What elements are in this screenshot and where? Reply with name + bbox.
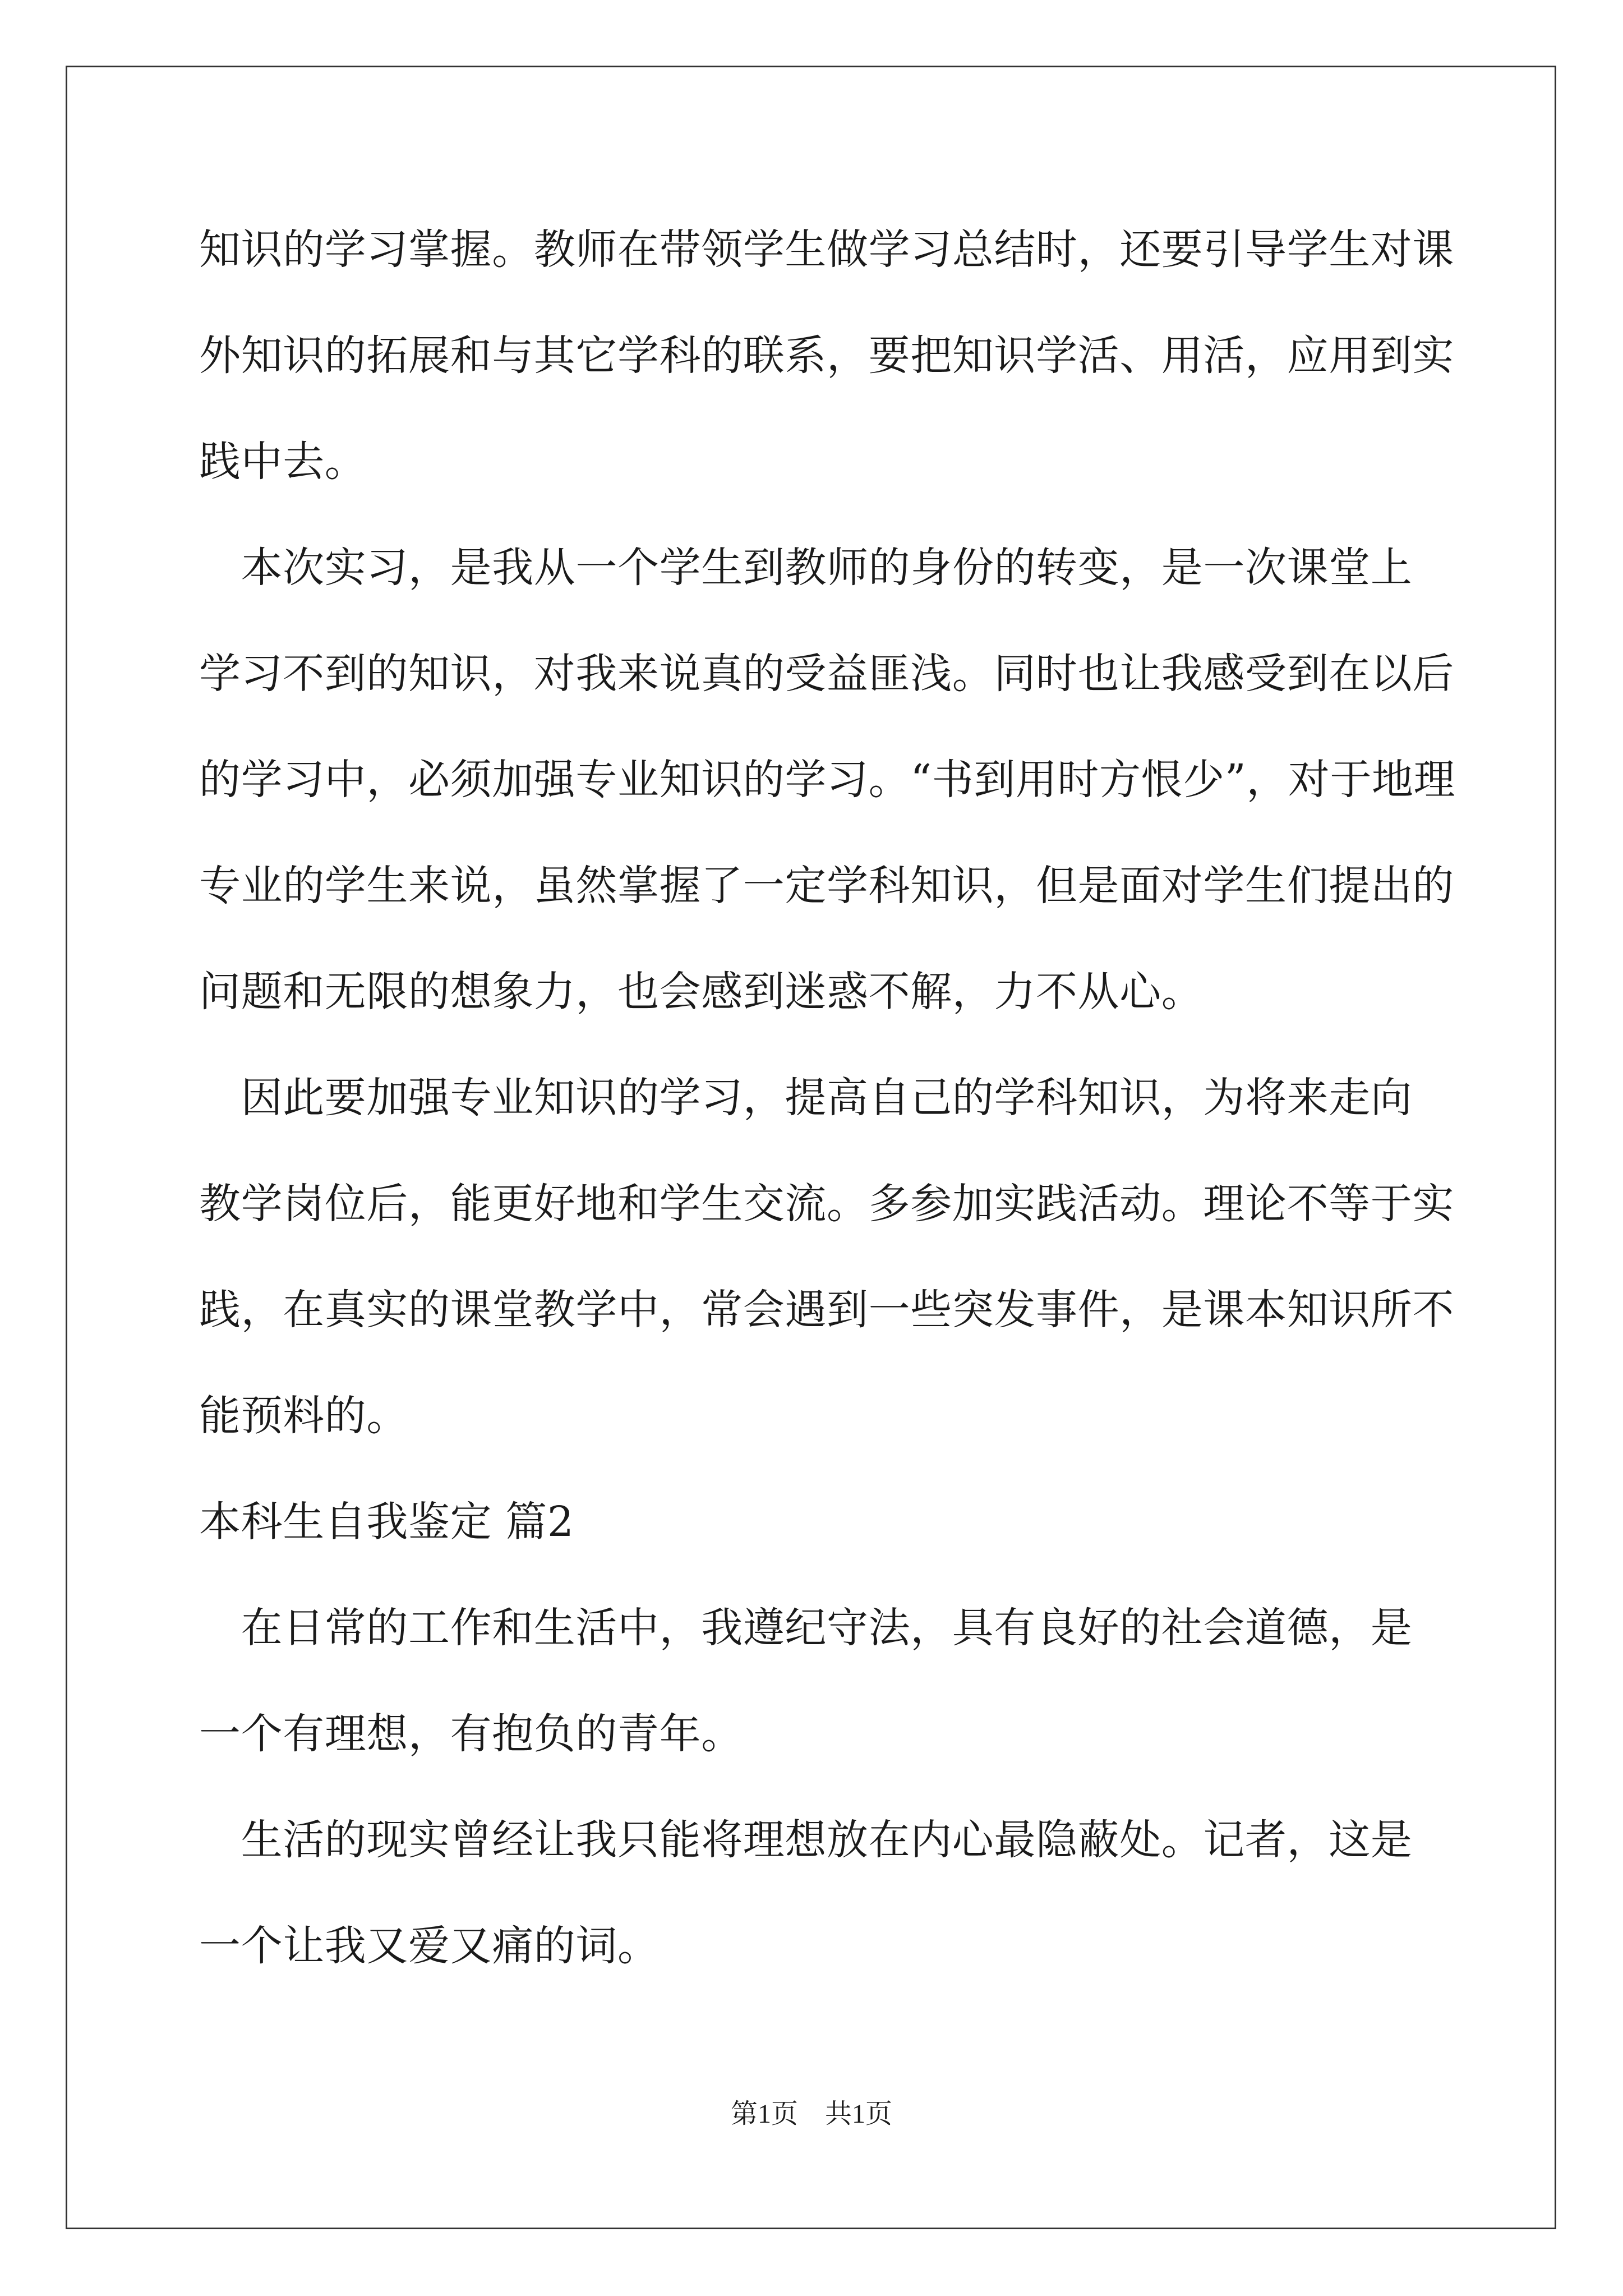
body-text-line: 践中去。: [199, 438, 367, 486]
body-text-line: 外知识的拓展和与其它学科的联系，要把知识学活、用活，应用到实: [199, 332, 1454, 380]
body-text-line: 能预料的。: [199, 1392, 408, 1440]
body-text-line: 专业的学生来说，虽然掌握了一定学科知识，但是面对学生们提出的: [199, 862, 1454, 910]
body-text-line: 的学习中，必须加强专业知识的学习。“书到用时方恨少”，对于地理: [199, 756, 1456, 804]
section-heading: 本科生自我鉴定 篇2: [199, 1498, 574, 1546]
body-text-line: 生活的现实曾经让我只能将理想放在内心最隐蔽处。记者，这是: [199, 1816, 1413, 1864]
body-text-line: 学习不到的知识，对我来说真的受益匪浅。同时也让我感受到在以后: [199, 650, 1454, 698]
page-footer: 第1页 共1页: [730, 2099, 892, 2129]
body-text-line: 在日常的工作和生活中，我遵纪守法，具有良好的社会道德，是: [199, 1604, 1413, 1652]
body-text-line: 本次实习，是我从一个学生到教师的身份的转变，是一次课堂上: [199, 544, 1413, 592]
body-text-line: 知识的学习掌握。教师在带领学生做学习总结时，还要引导学生对课: [199, 226, 1454, 274]
body-text-line: 问题和无限的想象力，也会感到迷惑不解，力不从心。: [199, 968, 1204, 1016]
body-text-line: 一个让我又爱又痛的词。: [199, 1922, 660, 1970]
body-text-line: 教学岗位后，能更好地和学生交流。多参加实践活动。理论不等于实: [199, 1180, 1454, 1228]
body-text-line: 一个有理想，有抱负的青年。: [199, 1710, 743, 1758]
body-text-line: 践，在真实的课堂教学中，常会遇到一些突发事件，是课本知识所不: [199, 1286, 1454, 1334]
body-text-line: 因此要加强专业知识的学习，提高自己的学科知识，为将来走向: [199, 1074, 1413, 1122]
page-border: [66, 66, 1556, 2229]
